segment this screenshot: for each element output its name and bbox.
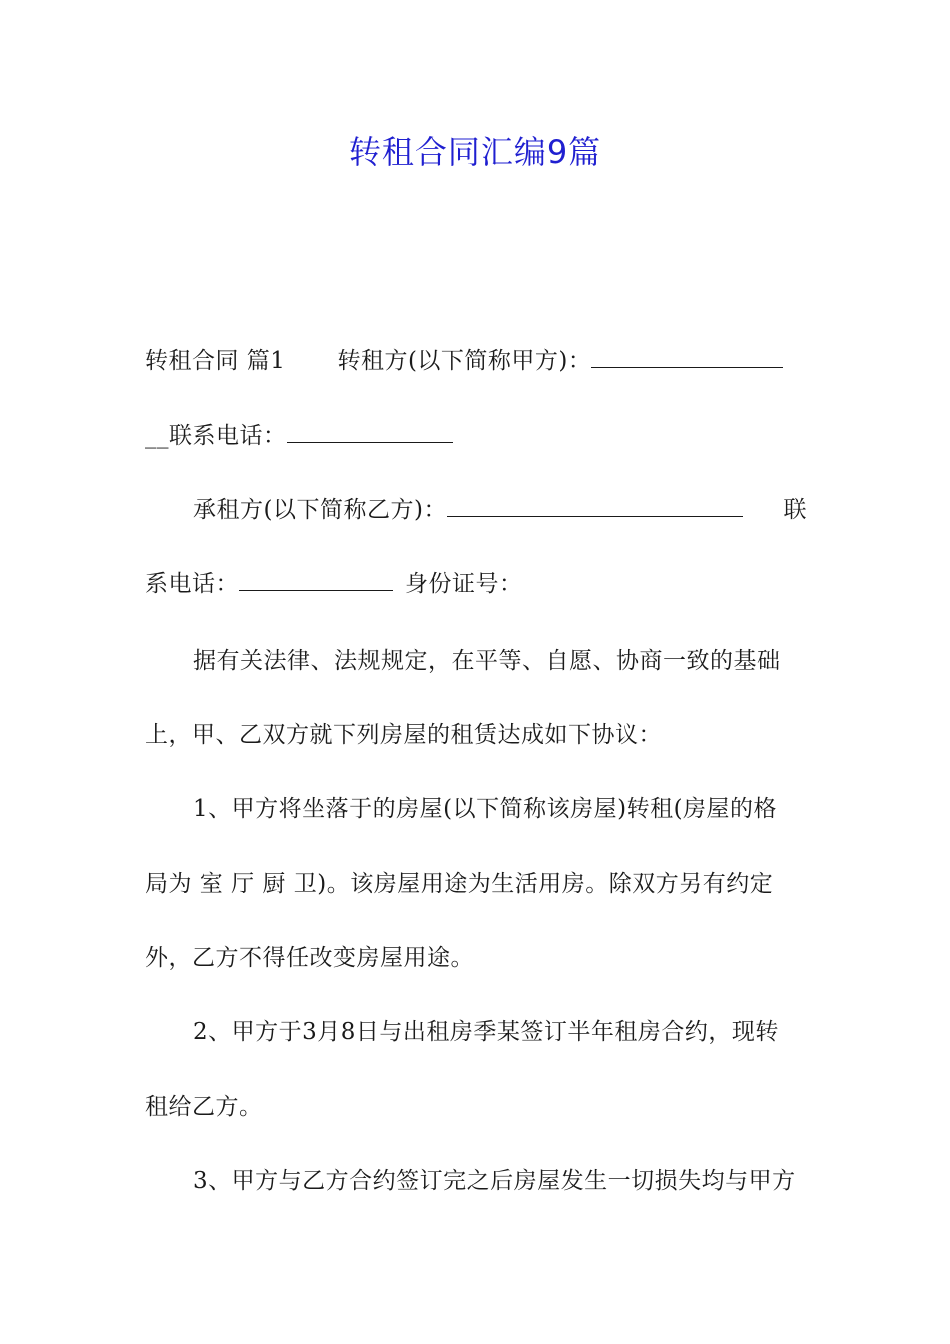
document-title: 转租合同汇编9篇 <box>348 133 602 171</box>
clause-1-line: 1、甲方将坐落于的房屋(以下简称该房屋)转租(房屋的格 <box>193 796 778 822</box>
party-b-line-end: 联 <box>783 497 807 523</box>
party-b-phone-line <box>145 567 807 601</box>
paragraph-line: 据有关法律、法规规定，在平等、自愿、协商一致的基础 <box>193 648 781 674</box>
section-heading: 转租合同 篇1 <box>145 348 286 374</box>
id-number-label: 身份证号： <box>405 571 523 597</box>
party-a-phone-line <box>145 419 807 453</box>
party-b-phone-label: 系电话： <box>145 571 239 597</box>
party-a-line <box>145 344 807 378</box>
party-a-blank <box>591 345 783 368</box>
party-b-phone-blank <box>239 568 393 591</box>
party-b-blank <box>447 494 743 517</box>
clause-2-line: 租给乙方。 <box>145 1094 263 1120</box>
party-a-label: 转租方(以下简称甲方)： <box>337 348 592 374</box>
clause-3-line: 3、甲方与乙方合约签订完之后房屋发生一切损失均与甲方 <box>193 1168 796 1194</box>
clause-1-line: 外，乙方不得任改变房屋用途。 <box>145 945 474 971</box>
clause-1-line: 局为 室 厅 厨 卫)。该房屋用途为生活用房。除双方另有约定 <box>145 871 774 897</box>
paragraph-line: 上，甲、乙双方就下列房屋的租赁达成如下协议： <box>145 722 662 748</box>
party-b-line <box>193 493 807 527</box>
underscore-continuation: __ <box>145 423 169 449</box>
party-a-phone-label: 联系电话： <box>169 423 287 449</box>
party-a-phone-blank <box>287 420 453 443</box>
party-b-label: 承租方(以下简称乙方)： <box>193 497 447 523</box>
clause-2-line: 2、甲方于3月8日与出租房季某签订半年租房合约，现转 <box>193 1019 779 1045</box>
